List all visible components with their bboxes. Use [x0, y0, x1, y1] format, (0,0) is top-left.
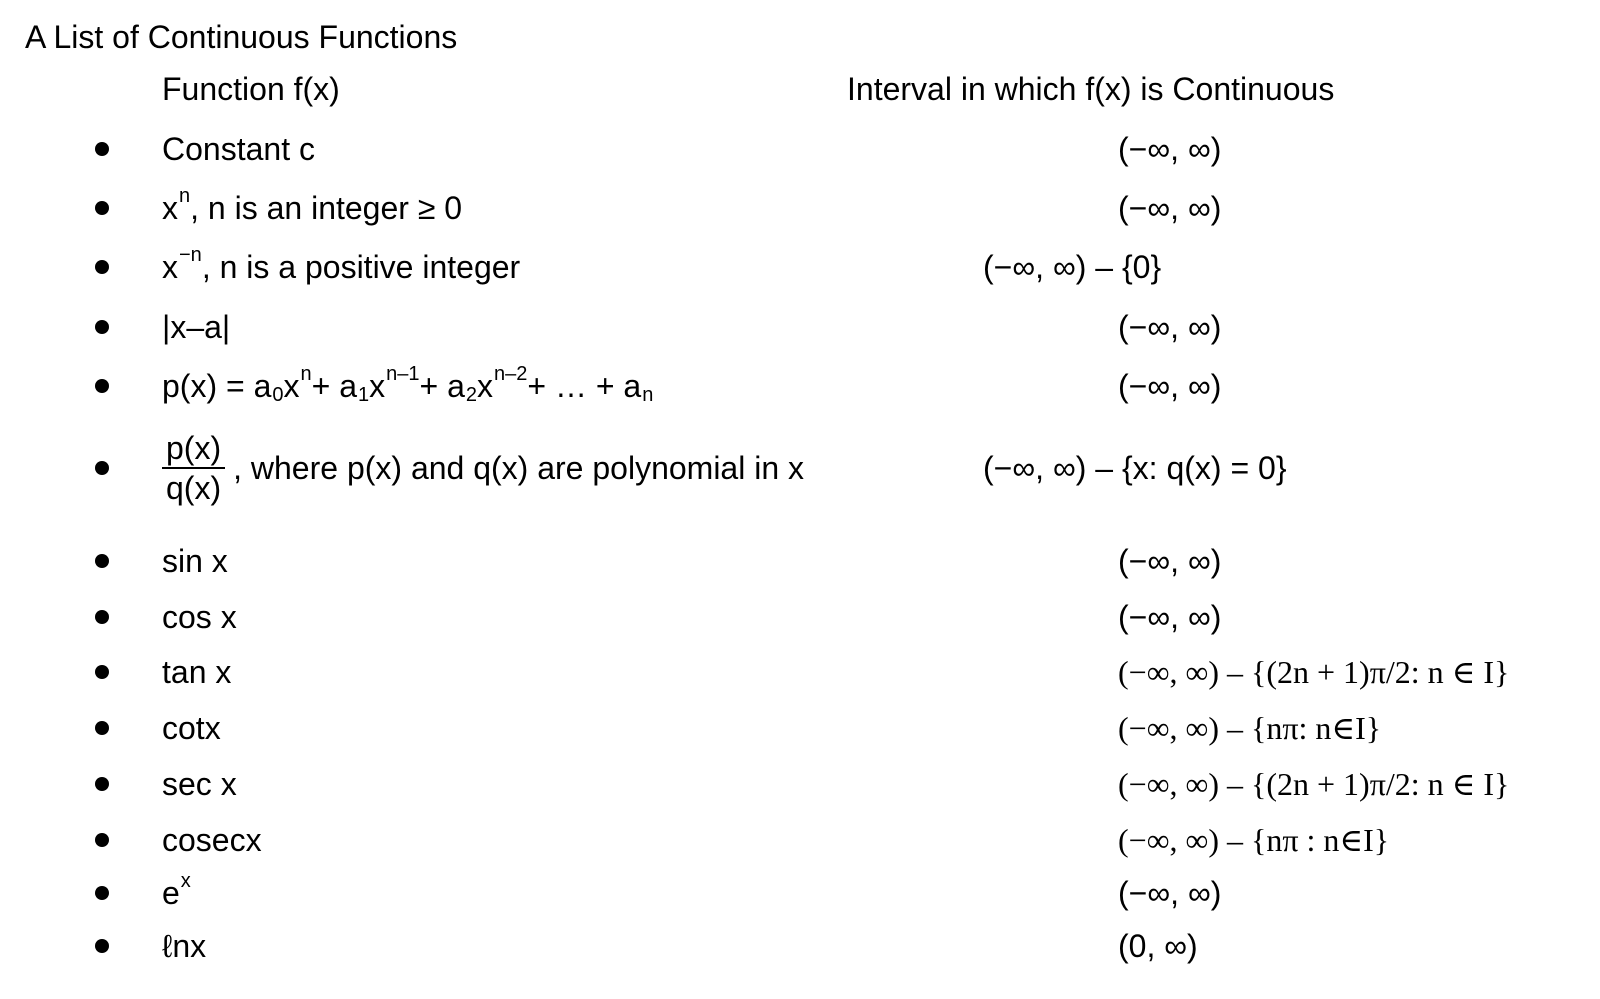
bullet-icon — [95, 721, 109, 735]
interval-cell: (−∞, ∞) – {x: q(x) = 0} — [983, 449, 1287, 486]
list-item — [0, 302, 1600, 352]
function-cell — [162, 183, 462, 233]
function-cell — [162, 868, 191, 918]
polynomial-term: x — [477, 367, 493, 404]
polynomial-term: x — [283, 367, 300, 404]
function-description: , n is a positive integer — [201, 248, 521, 285]
function-cell: sec x — [162, 765, 237, 802]
function-cell: tan x — [162, 653, 232, 690]
bullet-icon — [95, 554, 109, 568]
interval-cell: (−∞, ∞) — [1118, 189, 1222, 226]
polynomial-term: + a — [419, 367, 465, 404]
interval-cell: (−∞, ∞) — [1118, 130, 1222, 167]
bullet-icon — [95, 379, 109, 393]
bullet-icon — [95, 777, 109, 791]
function-column-header: Function f(x) — [162, 71, 340, 107]
bullet-icon — [95, 260, 109, 274]
list-item — [0, 815, 1600, 865]
fraction-denominator: q(x) — [166, 470, 222, 506]
function-cell — [162, 242, 520, 292]
function-base: x — [162, 248, 178, 285]
interval-cell: (0, ∞) — [1118, 927, 1198, 964]
function-cell: |x–a| — [162, 308, 231, 345]
function-cell: sin x — [162, 542, 228, 579]
list-item — [0, 592, 1600, 642]
coefficient-subscript: 0 — [272, 383, 284, 406]
interval-cell: (−∞, ∞) — [1118, 367, 1222, 404]
function-description: , where p(x) and q(x) are polynomial in x — [233, 449, 805, 486]
list-item — [0, 420, 1600, 516]
interval-cell: (−∞, ∞) – {nπ: n∈I} — [1118, 710, 1382, 746]
interval-cell: (−∞, ∞) — [1118, 874, 1222, 911]
function-cell: ℓnx — [162, 927, 207, 964]
function-cell: cosecx — [162, 821, 262, 858]
list-item — [0, 361, 1600, 411]
list-item — [0, 759, 1600, 809]
polynomial-term: + a — [311, 367, 357, 404]
function-cell: cotx — [162, 709, 221, 746]
list-item — [0, 921, 1600, 971]
polynomial-function-cell — [162, 361, 653, 411]
function-base: e — [162, 874, 180, 911]
coefficient-subscript: 1 — [358, 383, 370, 406]
function-base: x — [162, 189, 178, 226]
fraction — [162, 429, 225, 507]
page-title: A List of Continuous Functions — [25, 19, 458, 55]
bullet-icon — [95, 886, 109, 900]
list-item — [0, 647, 1600, 697]
coefficient-subscript: n — [642, 383, 654, 406]
coefficient-subscript: 2 — [465, 383, 477, 406]
bullet-icon — [95, 833, 109, 847]
bullet-icon — [95, 461, 109, 475]
interval-cell: (−∞, ∞) – {nπ : n∈I} — [1118, 822, 1390, 858]
interval-cell: (−∞, ∞) – {0} — [983, 248, 1162, 285]
list-item — [0, 183, 1600, 233]
interval-column-header: Interval in which f(x) is Continuous — [847, 71, 1335, 107]
interval-cell: (−∞, ∞) – {(2n + 1)π/2: n ∈ I} — [1118, 766, 1510, 802]
interval-cell: (−∞, ∞) — [1118, 598, 1222, 635]
bullet-icon — [95, 142, 109, 156]
function-description: , n is an integer ≥ 0 — [190, 189, 463, 226]
term-exponent: n–1 — [386, 362, 420, 385]
list-item — [0, 242, 1600, 292]
polynomial-term: x — [369, 367, 386, 404]
interval-cell: (−∞, ∞) – {(2n + 1)π/2: n ∈ I} — [1118, 654, 1510, 690]
bullet-icon — [95, 939, 109, 953]
function-exponent: x — [180, 869, 191, 892]
bullet-icon — [95, 610, 109, 624]
interval-cell: (−∞, ∞) — [1118, 542, 1222, 579]
function-exponent: −n — [179, 243, 202, 266]
function-exponent: n — [179, 184, 191, 207]
polynomial-lhs: p(x) = a — [162, 367, 272, 404]
term-exponent: n — [300, 362, 312, 385]
list-item — [0, 536, 1600, 586]
function-cell: Constant c — [162, 130, 315, 167]
list-item — [0, 703, 1600, 753]
rational-function-cell — [162, 420, 804, 516]
bullet-icon — [95, 665, 109, 679]
interval-cell: (−∞, ∞) — [1118, 308, 1222, 345]
list-item — [0, 124, 1600, 174]
bullet-icon — [95, 201, 109, 215]
list-item — [0, 868, 1600, 918]
fraction-numerator: p(x) — [162, 429, 225, 469]
term-exponent: n–2 — [494, 362, 528, 385]
polynomial-tail: + … + a — [527, 367, 642, 404]
function-cell: cos x — [162, 598, 237, 635]
bullet-icon — [95, 320, 109, 334]
